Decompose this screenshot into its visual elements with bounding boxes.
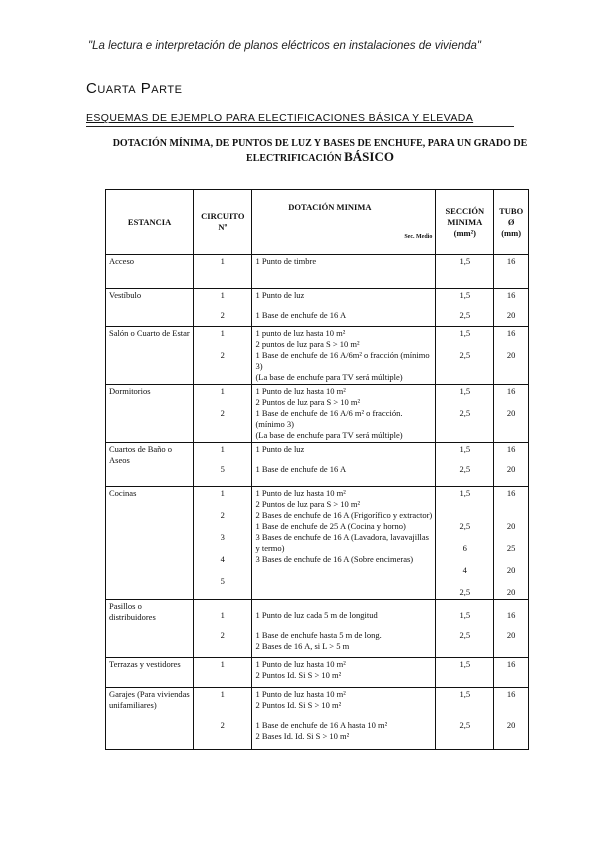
cell-estancia: Pasillos o distribuidores: [106, 600, 194, 658]
title-line-2: [100, 150, 540, 165]
cell-seccion: 1,5 2,5: [436, 600, 494, 658]
cell-tubo: 16 20: [494, 289, 529, 327]
document-header: "La lectura e interpretación de planos eléctricos en instalaciones de vivienda": [88, 40, 482, 52]
cell-estancia: Terrazas y vestidores: [106, 658, 194, 688]
title-line-1: DOTACIÓN MÍNIMA, DE PUNTOS DE LUZ Y BASES DE ENCHUFE, PARA UN GRADO DE: [112, 138, 528, 149]
cell-seccion: 1,5 2,5: [436, 327, 494, 385]
cell-dotacion: 1 Punto de luz cada 5 m de longitud 1 Base de enchufe hasta 5 m de long. 2 Bases de 16 A, si L > 5 m: [252, 600, 436, 658]
table-row: [106, 289, 529, 327]
cell-estancia: Cuartos de Baño o Aseos: [106, 443, 194, 487]
header-seccion: SECCIÓN MINIMA (mm²): [436, 190, 494, 255]
table-header-row: [106, 190, 529, 255]
table-row: [106, 658, 529, 688]
cell-estancia: Dormitorios: [106, 385, 194, 443]
cell-circuito: 1 2 3 4 5: [194, 487, 252, 600]
subtitle-rule: [86, 126, 514, 127]
cell-tubo: 16 20: [494, 385, 529, 443]
cell-tubo: 16 20: [494, 600, 529, 658]
cell-tubo: 16 20 25 20 20: [494, 487, 529, 600]
table-row: [106, 487, 529, 600]
title-grade: BÁSICO: [344, 149, 394, 164]
cell-seccion: 1,5: [436, 658, 494, 688]
table-row: [106, 443, 529, 487]
cell-estancia: Garajes (Para viviendas unifamiliares): [106, 688, 194, 750]
cell-circuito: 1 5: [194, 443, 252, 487]
table-row: [106, 255, 529, 289]
cell-seccion: 1,5 2,5: [436, 385, 494, 443]
cell-seccion: 1,5 2,5: [436, 443, 494, 487]
cell-circuito: 1 2: [194, 600, 252, 658]
cell-dotacion: 1 punto de luz hasta 10 m² 2 puntos de luz para S > 10 m² 1 Base de enchufe de 16 A/6m² o fracción (mínimo 3) (La base de enchufe para TV será múltiple): [252, 327, 436, 385]
cell-dotacion: 1 Punto de luz hasta 10 m² 2 Puntos de luz para S > 10 m² 2 Bases de enchufe de 16 A (Frigorífico y extractor) 1 Base de enchufe de 25 A (Cocina y horno) 3 Bases de enchufe de 16 A (Lavadora, lavavajillas y termo) 3 Bases de enchufe de 16 A (Sobre encimeras): [252, 487, 436, 600]
cell-seccion: 1,5 2,5: [436, 688, 494, 750]
cell-circuito: 1: [194, 255, 252, 289]
cell-dotacion: 1 Punto de luz hasta 10 m² 2 Puntos Id. Si S > 10 m² 1 Base de enchufe de 16 A hasta 10 m² 2 Bases Id. Id. Si S > 10 m²: [252, 688, 436, 750]
header-dotacion: [252, 190, 436, 255]
table-row: [106, 385, 529, 443]
cell-circuito: 1: [194, 658, 252, 688]
section-title: Cuarta Parte: [86, 80, 183, 97]
cell-seccion: 1,5: [436, 255, 494, 289]
cell-tubo: 16: [494, 658, 529, 688]
cell-dotacion: 1 Punto de luz hasta 10 m² 2 Puntos Id. Si S > 10 m²: [252, 658, 436, 688]
cell-tubo: 16 20: [494, 443, 529, 487]
cell-dotacion: 1 Punto de luz hasta 10 m² 2 Puntos de luz para S > 10 m² 1 Base de enchufe de 16 A/6 m² o fracción. (mínimo 3) (La base de enchufe para TV será múltiple): [252, 385, 436, 443]
cell-tubo: 16 20: [494, 327, 529, 385]
table-row: [106, 688, 529, 750]
header-circuito: CIRCUITO Nº: [194, 190, 252, 255]
table-body: [106, 255, 529, 750]
cell-circuito: 1 2: [194, 688, 252, 750]
cell-dotacion: 1 Punto de luz 1 Base de enchufe de 16 A: [252, 443, 436, 487]
cell-circuito: 1 2: [194, 289, 252, 327]
cell-estancia: Acceso: [106, 255, 194, 289]
header-estancia: ESTANCIA: [106, 190, 194, 255]
cell-seccion: 1,5 2,5 6 4 2,5: [436, 487, 494, 600]
dotacion-table: [105, 189, 529, 750]
cell-circuito: 1 2: [194, 327, 252, 385]
cell-dotacion: 1 Punto de timbre: [252, 255, 436, 289]
cell-seccion: 1,5 2,5: [436, 289, 494, 327]
cell-estancia: Vestíbulo: [106, 289, 194, 327]
table-row: [106, 327, 529, 385]
cell-estancia: Salón o Cuarto de Estar: [106, 327, 194, 385]
cell-tubo: 16 20: [494, 688, 529, 750]
subtitle: ESQUEMAS DE EJEMPLO PARA ELECTIFICACIONES BÁSICA Y ELEVADA: [86, 112, 474, 124]
document-title: [100, 137, 540, 165]
header-tubo: TUBO Ø (mm): [494, 190, 529, 255]
header-note: Sec. Medio: [404, 233, 433, 240]
title-line-2-text: ELECTRIFICACIÓN: [246, 153, 342, 164]
cell-circuito: 1 2: [194, 385, 252, 443]
table-row: [106, 600, 529, 658]
cell-dotacion: 1 Punto de luz 1 Base de enchufe de 16 A: [252, 289, 436, 327]
cell-estancia: Cocinas: [106, 487, 194, 600]
header-dotacion-label: DOTACIÓN MINIMA: [288, 201, 372, 212]
cell-tubo: 16: [494, 255, 529, 289]
